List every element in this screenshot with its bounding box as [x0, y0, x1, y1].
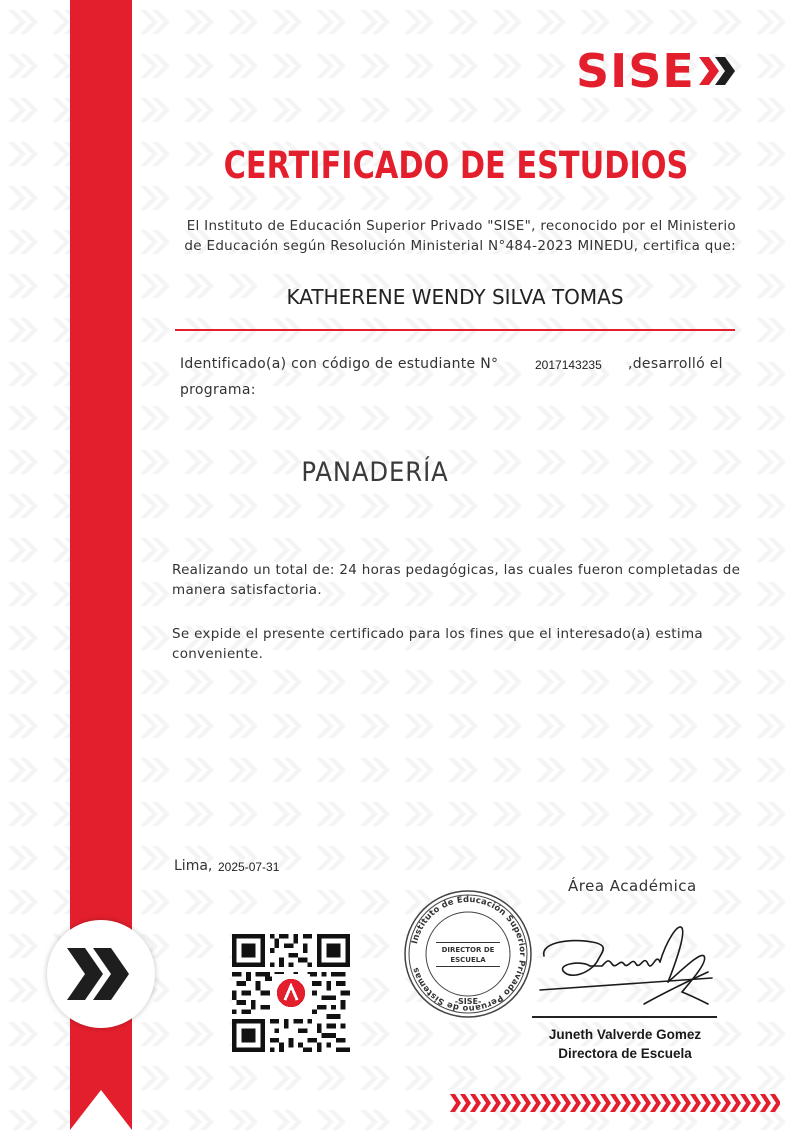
strip-chevron — [710, 1094, 721, 1112]
strip-chevron — [460, 1094, 471, 1112]
strip-chevron — [650, 1094, 661, 1112]
seal-ring-text: Instituto de Educación Superior Privado Peruano de Sistemas — [409, 893, 529, 1015]
hours-paragraph — [172, 560, 742, 600]
strip-chevron — [540, 1094, 551, 1112]
strip-chevron — [770, 1094, 780, 1112]
bottom-chevron-strip — [450, 1092, 780, 1114]
strip-chevron — [750, 1094, 761, 1112]
signatory-block — [525, 1025, 725, 1063]
student-name: KATHERENE WENDY SILVA TOMAS — [286, 285, 624, 309]
logo-text: SISE — [576, 44, 695, 98]
director-seal-stamp — [402, 888, 534, 1020]
seal-center-line-1: DIRECTOR DE — [441, 946, 495, 954]
hours-line-1: Realizando un total de: 24 horas pedagógicas, las cuales fueron completadas de — [172, 562, 741, 578]
seal-bottom-text: -SISE- — [454, 997, 482, 1006]
strip-chevron — [700, 1094, 711, 1112]
signature-line — [532, 1016, 717, 1018]
signatory-role: Directora de Escuela — [558, 1046, 692, 1061]
strip-chevron — [510, 1094, 521, 1112]
strip-chevron — [720, 1094, 731, 1112]
strip-chevron — [600, 1094, 611, 1112]
student-code: 2017143235 — [535, 358, 602, 372]
program-name: PANADERÍA — [301, 457, 449, 488]
intro-line-2: de Educación según Resolución Ministerial N°484-2023 MINEDU, certifica que: — [184, 238, 736, 254]
strip-chevron — [570, 1094, 581, 1112]
issue-city: Lima, — [174, 858, 213, 874]
strip-chevron — [580, 1094, 591, 1112]
strip-chevron — [500, 1094, 511, 1112]
strip-chevron — [520, 1094, 531, 1112]
purpose-line-2: conveniente. — [172, 646, 264, 662]
issue-date: 2025-07-31 — [218, 860, 280, 874]
ident-suffix: ,desarrolló el — [628, 356, 723, 372]
strip-chevron — [680, 1094, 691, 1112]
certificate-title: CERTIFICADO DE ESTUDIOS — [223, 144, 689, 187]
strip-chevron — [590, 1094, 601, 1112]
strip-chevron — [480, 1094, 491, 1112]
strip-chevron — [760, 1094, 771, 1112]
purpose-paragraph — [172, 624, 742, 664]
strip-chevron — [490, 1094, 501, 1112]
strip-chevron — [450, 1094, 461, 1112]
sise-logo — [576, 44, 741, 98]
strip-chevron — [530, 1094, 541, 1112]
strip-chevron — [610, 1094, 621, 1112]
strip-chevron — [560, 1094, 571, 1112]
ident-prefix: Identificado(a) con código de estudiante N° — [180, 356, 499, 372]
strip-chevron — [620, 1094, 631, 1112]
intro-line-1: El Instituto de Educación Superior Privado "SISE", reconocido por el Ministerio — [186, 218, 736, 234]
signatory-name: Juneth Valverde Gomez — [548, 1027, 702, 1042]
name-underline — [175, 329, 735, 331]
logo-chevron-icon — [695, 49, 741, 93]
ribbon-badge — [47, 920, 155, 1028]
strip-chevron — [640, 1094, 651, 1112]
area-label: Área Académica — [568, 877, 697, 895]
double-chevron-icon — [63, 944, 139, 1004]
qr-code[interactable] — [232, 934, 350, 1052]
intro-paragraph — [172, 216, 736, 256]
strip-chevron — [550, 1094, 561, 1112]
strip-chevron — [660, 1094, 671, 1112]
hours-line-2: manera satisfactoria. — [172, 582, 322, 598]
strip-chevron — [470, 1094, 481, 1112]
strip-chevron — [730, 1094, 741, 1112]
handwritten-signature — [532, 912, 722, 1017]
purpose-line-1: Se expide el presente certificado para los fines que el interesado(a) estima — [172, 626, 703, 642]
seal-center-line-2: ESCUELA — [450, 956, 486, 964]
strip-chevron — [690, 1094, 701, 1112]
strip-chevron — [740, 1094, 751, 1112]
ident-line-2: programa: — [180, 382, 256, 398]
strip-chevron — [630, 1094, 641, 1112]
strip-chevron — [670, 1094, 681, 1112]
